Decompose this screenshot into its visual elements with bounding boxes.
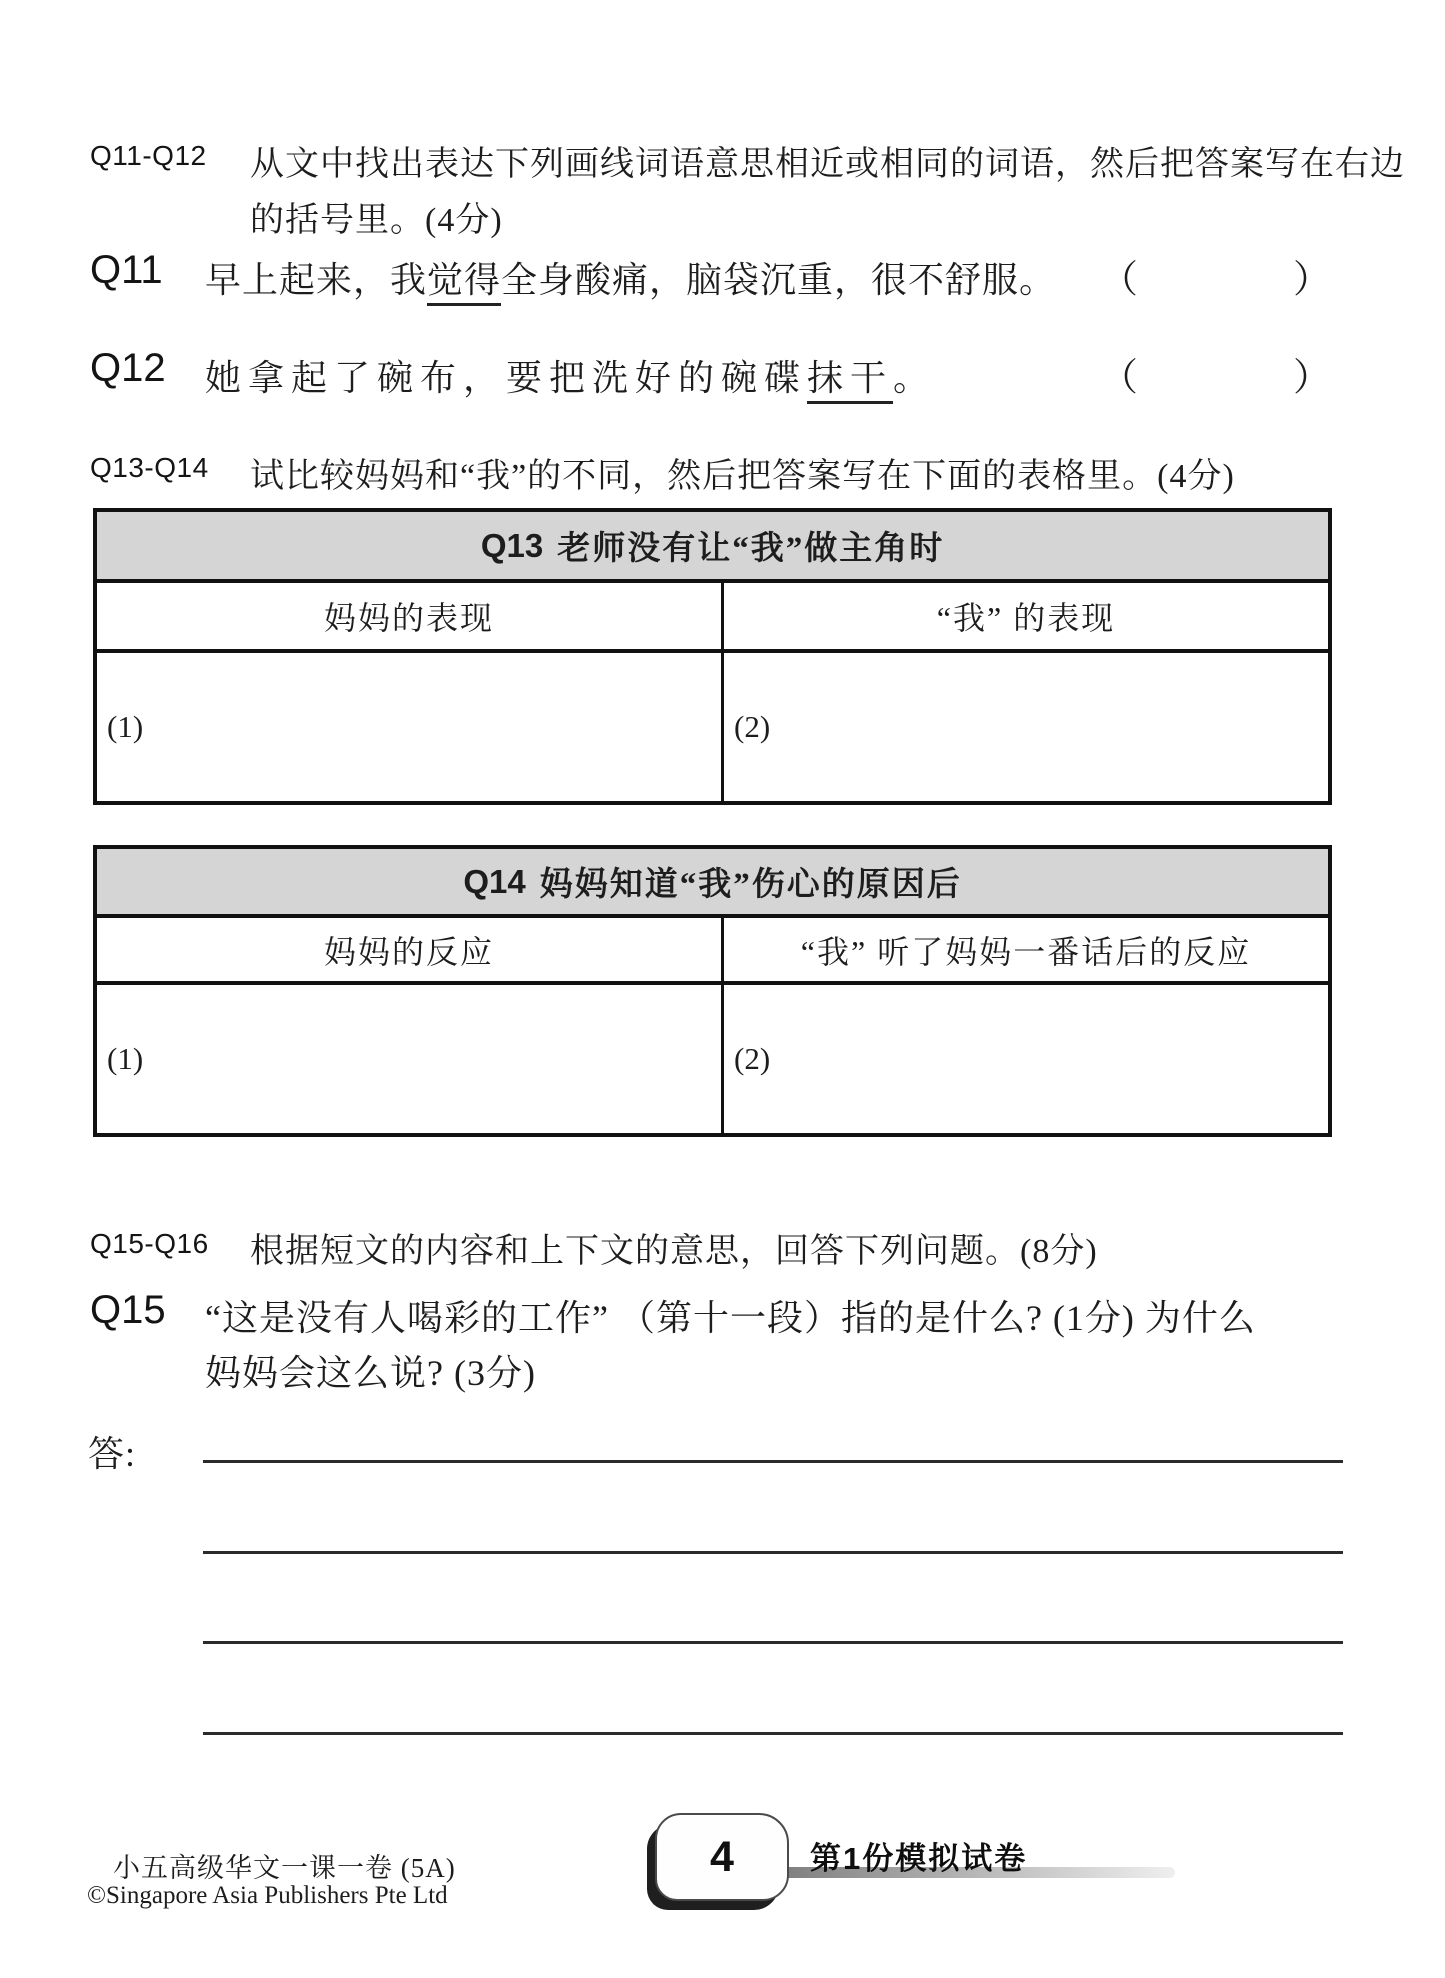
q11-answer-bracket-close: ）	[1293, 259, 1332, 301]
section-label-q15-q16: Q15-Q16	[90, 1228, 209, 1259]
q11-sentence	[205, 252, 1056, 303]
q14-comparison-table	[93, 845, 1332, 1137]
q11-q12-instruction-line1: 从文中找出表达下列画线词语意思相近或相同的词语，然后把答案写在右边	[250, 146, 1405, 183]
q14-table-header-row	[97, 918, 1328, 985]
q14-table-answer-row	[97, 985, 1328, 1133]
q14-table-title-label: Q14	[463, 862, 526, 900]
q11-q12-instruction-line2: 的括号里。(4分)	[250, 202, 503, 239]
footer-copyright: ©Singapore Asia Publishers Pte Ltd	[87, 1882, 448, 1909]
section-label-q11-q12: Q11-Q12	[90, 140, 207, 171]
q14-table-title-row	[97, 849, 1328, 918]
q12-underlined-word: 抹干	[807, 358, 893, 404]
q14-col-header-me-label: “我” 听了妈妈一番话后的反应	[800, 933, 1252, 970]
q14-answer-cell-1	[97, 985, 724, 1133]
q13-q14-instruction: 试比较妈妈和“我”的不同，然后把答案写在下面的表格里。(4分)	[250, 458, 1235, 495]
q15-question-line1: “这是没有人喝彩的工作” （第十一段）指的是什么? (1分) 为什么	[205, 1298, 1256, 1338]
q11-underlined-word: 觉得	[427, 260, 501, 306]
question-label-q11: Q11	[90, 248, 163, 292]
answer-line-1	[203, 1460, 1343, 1463]
q15-q16-instruction: 根据短文的内容和上下文的意思，回答下列问题。(8分)	[250, 1233, 1098, 1270]
q11-text-pre: 早上起来，我	[205, 260, 428, 300]
q13-table-title-label: Q13	[480, 526, 544, 564]
q13-table-header-row	[97, 583, 1328, 653]
q13-table-title-row	[97, 512, 1328, 583]
answer-line-2	[203, 1551, 1343, 1554]
question-label-q12: Q12	[90, 346, 166, 390]
q11-answer-bracket-open: （	[1100, 259, 1139, 301]
q13-answer-cell-2-number: (2)	[734, 709, 771, 744]
section-label-q13-q14: Q13-Q14	[90, 452, 209, 483]
q14-answer-cell-2-number: (2)	[734, 1041, 771, 1076]
page-number: 4	[710, 1832, 734, 1881]
q13-col-header-me-label: “我” 的表现	[936, 600, 1116, 636]
q14-col-header-me	[724, 918, 1328, 981]
q13-col-header-me	[724, 583, 1328, 649]
footer-ribbon-text: 第1份模拟试卷	[810, 1841, 1028, 1876]
q13-answer-cell-2	[724, 653, 1328, 801]
q13-col-header-mother-label: 妈妈的表现	[323, 600, 494, 636]
q12-text-post: 。	[893, 358, 937, 398]
q13-col-header-mother	[97, 583, 724, 649]
q12-sentence	[205, 350, 936, 401]
q14-answer-cell-1-number: (1)	[107, 1041, 144, 1076]
q12-text-pre: 她拿起了碗布，要把洗好的碗碟	[205, 358, 808, 398]
q13-comparison-table	[93, 508, 1332, 805]
footer-book-title: 小五高级华文一课一卷 (5A)	[113, 1853, 456, 1883]
answer-line-4	[203, 1732, 1343, 1735]
question-label-q15: Q15	[90, 1288, 166, 1332]
q14-col-header-mother	[97, 918, 724, 981]
q12-answer-bracket-open: （	[1100, 357, 1139, 399]
q13-answer-cell-1	[97, 653, 724, 801]
answer-line-3	[203, 1641, 1343, 1644]
q14-answer-cell-2	[724, 985, 1328, 1133]
page-number-badge	[655, 1813, 789, 1901]
q15-question-line2: 妈妈会这么说? (3分)	[205, 1353, 536, 1393]
q14-col-header-mother-label: 妈妈的反应	[323, 933, 494, 970]
q11-text-post: 全身酸痛，脑袋沉重，很不舒服。	[501, 260, 1057, 300]
answer-label: 答:	[88, 1434, 137, 1474]
q13-table-answer-row	[97, 653, 1328, 801]
q14-table-title-text: 妈妈知道“我”伤心的原因后	[539, 867, 962, 903]
q13-answer-cell-1-number: (1)	[107, 709, 144, 744]
q12-answer-bracket-close: ）	[1293, 357, 1332, 399]
q13-table-title-text: 老师没有让“我”做主角时	[557, 531, 945, 567]
